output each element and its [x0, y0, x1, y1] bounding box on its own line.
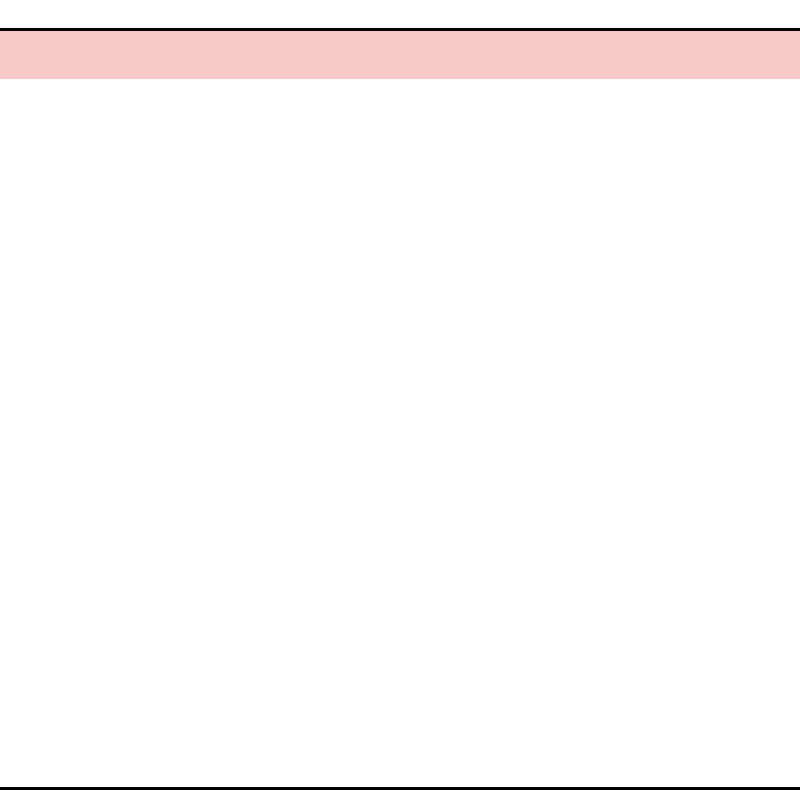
schedule-grid	[0, 104, 800, 790]
schedule-frame	[0, 28, 800, 790]
day-header-row	[0, 79, 800, 104]
page-title	[0, 31, 800, 79]
